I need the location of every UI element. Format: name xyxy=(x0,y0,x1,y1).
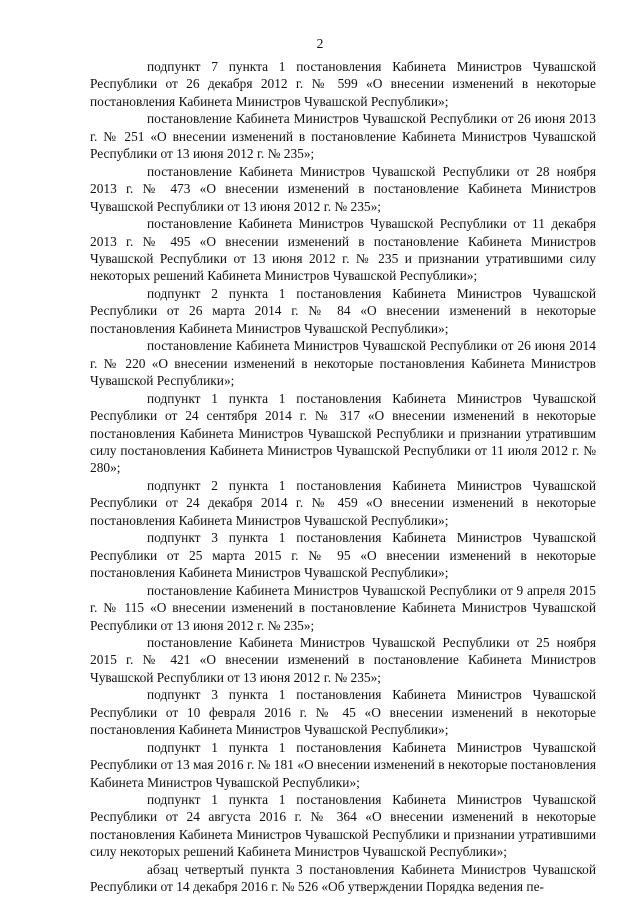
paragraph: постановление Кабинета Министров Чувашской Республики от 9 апреля 2015 г. № 115 «О внесении изменений в постановление Кабинета Министров Чувашской Республики от 13 июня 2012 г. № 235»; xyxy=(90,582,596,633)
paragraph: подпункт 1 пункта 1 постановления Кабинета Министров Чувашской Республики от 13 мая 2016 г. № 181 «О внесении изменений в некоторые постановления Кабинета Министров Чувашской Республики»; xyxy=(90,739,596,790)
paragraph: абзац четвертый пункта 3 постановления Кабинета Министров Чувашской Республики от 14 декабря 2016 г. № 526 «Об утверждении Порядка ведения пе- xyxy=(90,861,596,895)
paragraph: подпункт 1 пункта 1 постановления Кабинета Министров Чувашской Республики от 24 сентября 2014 г. № 317 «О внесении изменений в некоторые постановления Кабинета Министров Чувашской Республики и признании утратившим силу постановления Кабинета Министров Чувашской Республики от 11 июля 2012 г. № 280»; xyxy=(90,390,596,476)
page-number: 2 xyxy=(316,36,324,51)
paragraph: постановление Кабинета Министров Чувашской Республики от 26 июня 2013 г. № 251 «О внесении изменений в постановление Кабинета Министров Чувашской Республики от 13 июня 2012 г. № 235»; xyxy=(90,111,596,162)
paragraph: подпункт 2 пункта 1 постановления Кабинета Министров Чувашской Республики от 26 марта 2014 г. № 84 «О внесении изменений в некоторые постановления Кабинета Министров Чувашской Республики»; xyxy=(90,285,596,336)
paragraph: подпункт 2 пункта 1 постановления Кабинета Министров Чувашской Республики от 24 декабря 2014 г. № 459 «О внесении изменений в некоторые постановления Кабинета Министров Чувашской Республики»; xyxy=(90,477,596,528)
paragraph: подпункт 3 пункта 1 постановления Кабинета Министров Чувашской Республики от 25 марта 2015 г. № 95 «О внесении изменений в некоторые постановления Кабинета Министров Чувашской Республики»; xyxy=(90,530,596,581)
paragraph: подпункт 7 пункта 1 постановления Кабинета Министров Чувашской Республики от 26 декабря 2012 г. № 599 «О внесении изменений в некоторые постановления Кабинета Министров Чувашской Республики»; xyxy=(90,59,596,109)
paragraph: подпункт 1 пункта 1 постановления Кабинета Министров Чувашской Республики от 24 августа 2016 г. № 364 «О внесении изменений в некоторые постановления Кабинета Министров Чувашской Республики и признании утратившими силу некоторых решений Кабинета Министров Чувашской Республики»; xyxy=(90,792,596,860)
document-body xyxy=(90,58,596,896)
paragraph: подпункт 3 пункта 1 постановления Кабинета Министров Чувашской Республики от 10 февраля 2016 г. № 45 «О внесении изменений в некоторые постановления Кабинета Министров Чувашской Республики»; xyxy=(90,687,596,738)
paragraph: постановление Кабинета Министров Чувашской Республики от 26 июня 2014 г. № 220 «О внесении изменений в некоторые постановления Кабинета Министров Чувашской Республики»; xyxy=(90,338,596,389)
paragraph: постановление Кабинета Министров Чувашской Республики от 11 декабря 2013 г. № 495 «О внесении изменений в постановление Кабинета Министров Чувашской Республики от 13 июня 2012 г. № 235 и признании утратившими силу некоторых решений Кабинета Министров Чувашской Республики»; xyxy=(90,216,596,284)
paragraph: постановление Кабинета Министров Чувашской Республики от 28 ноября 2013 г. № 473 «О внесении изменений в постановление Кабинета Министров Чувашской Республики от 13 июня 2012 г. № 235»; xyxy=(90,163,596,214)
paragraph: постановление Кабинета Министров Чувашской Республики от 25 ноября 2015 г. № 421 «О внесении изменений в постановление Кабинета Министров Чувашской Республики от 13 июня 2012 г. № 235»; xyxy=(90,634,596,685)
